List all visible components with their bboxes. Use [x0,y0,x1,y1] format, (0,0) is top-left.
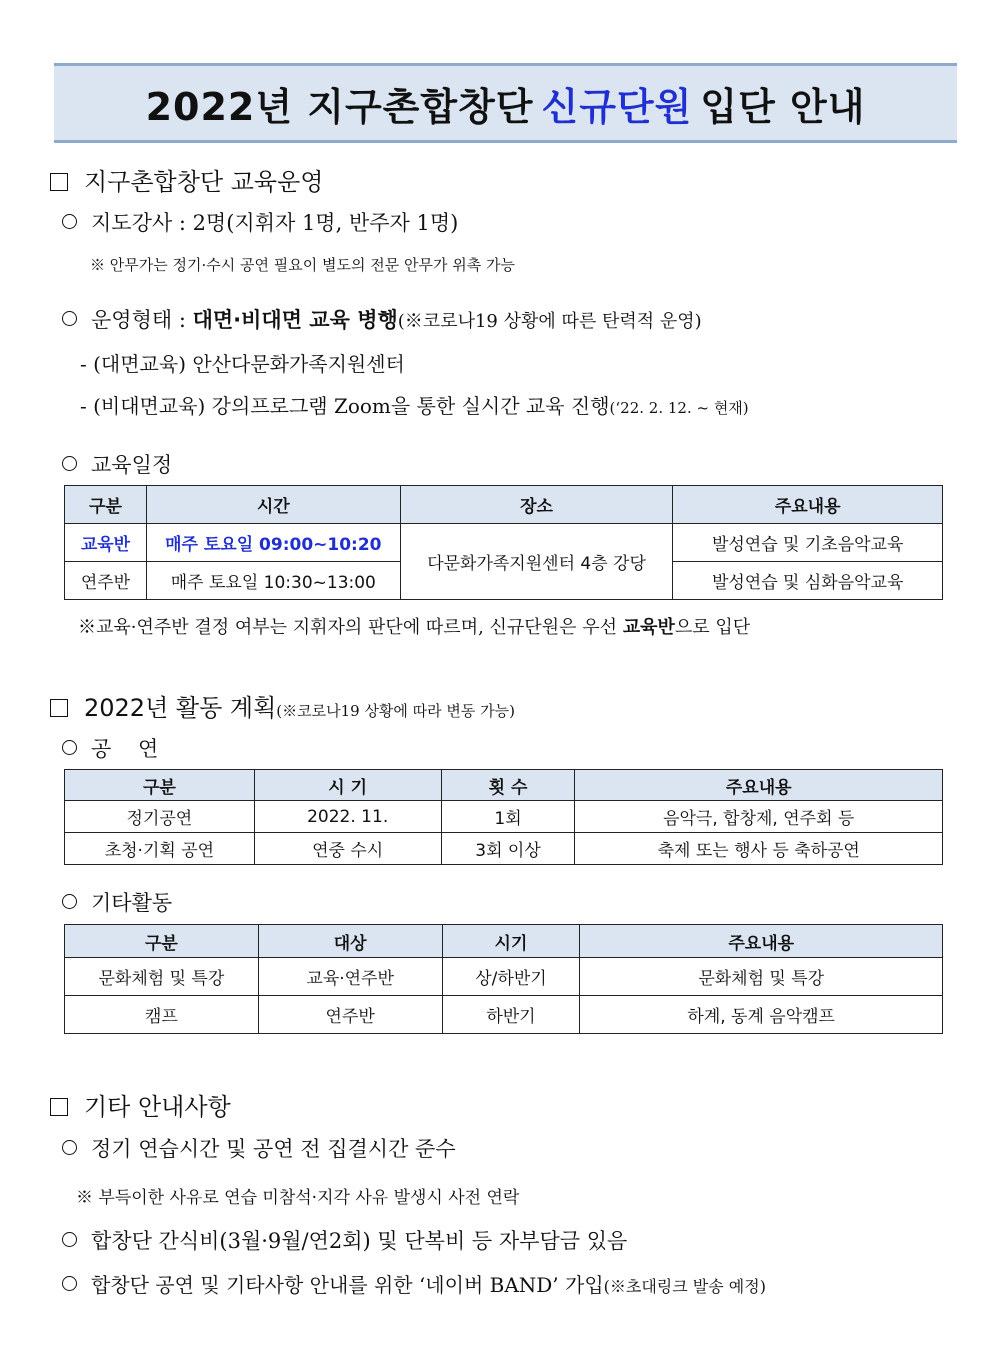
table-cell: 문화체험 및 특강 [65,958,259,996]
mode-dash-2: - (비대면교육) 강의프로그램 Zoom을 통한 실시간 교육 진행(‘22. 2. 12. ~ 현재) [80,394,749,418]
table-header: 시기 [442,925,580,958]
table-cell: 교육반 [65,524,147,562]
mode-bold: 대면·비대면 교육 병행 [192,308,398,332]
table-cell: 1회 [441,801,575,833]
table-cell: 캠프 [65,996,259,1034]
section-heading-education: 지구촌합창단 교육운영 [50,162,323,197]
square-bullet-icon [50,1098,68,1116]
title-pre: 2022년 지구촌합창단 [145,84,534,129]
table-cell: 매주 토요일 10:30~13:00 [146,562,400,600]
table-header: 주요내용 [580,925,943,958]
circle-bullet-icon [62,456,77,471]
page-title [54,63,957,143]
table-cell: 축제 또는 행사 등 축하공연 [575,833,943,865]
table-cell: 상/하반기 [442,958,580,996]
circle-bullet-icon [62,1140,77,1155]
table-cell: 2022. 11. [254,801,441,833]
schedule-label: 교육일정 [62,449,172,479]
instructors-item: 지도강사 : 2명(지휘자 1명, 반주자 1명) [62,207,458,237]
square-bullet-icon [50,173,68,191]
table-header: 주요내용 [575,770,943,801]
table-cell: 문화체험 및 특강 [580,958,943,996]
section-heading-plan: 2022년 활동 계획(※코로나19 상황에 따라 변동 가능) [50,688,515,723]
other-activities-table [64,924,943,1034]
circle-bullet-icon [62,214,77,229]
table-header: 대상 [258,925,442,958]
misc-item-3: 합창단 공연 및 기타사항 안내를 위한 ‘네이버 BAND’ 가입(※초대링크 발송 예정) [62,1269,766,1298]
table-cell: 발성연습 및 심화음악교육 [673,562,943,600]
title-post: 입단 안내 [700,84,866,129]
mode-note: (※코로나19 상황에 따른 탄력적 운영) [397,311,702,332]
table-header: 구분 [65,486,147,524]
table-cell: 음악극, 합창제, 연주회 등 [575,801,943,833]
schedule-note: ※교육·연주반 결정 여부는 지휘자의 판단에 따르며, 신규단원은 우선 교육반으로 입단 [78,617,751,638]
misc-item-1: 정기 연습시간 및 공연 전 집결시간 준수 [62,1133,456,1163]
performance-table [64,769,943,865]
table-cell: 교육·연주반 [258,958,442,996]
mode-dash-1: - (대면교육) 안산다문화가족지원센터 [80,352,405,376]
table-header: 횟 수 [441,770,575,801]
circle-bullet-icon [62,740,77,755]
table-header: 구분 [65,770,255,801]
other-label: 기타활동 [62,887,172,917]
table-cell: 3회 이상 [441,833,575,865]
perf-label: 공 연 [62,733,158,763]
table-row [65,801,943,833]
title-accent: 신규단원 [541,84,693,129]
table-row [65,958,943,996]
table-cell: 하반기 [442,996,580,1034]
instructors-note: ※ 안무가는 정기·수시 공연 필요이 별도의 전문 안무가 위촉 가능 [90,256,515,274]
misc-item-2: 합창단 간식비(3월·9월/연2회) 및 단복비 등 자부담금 있음 [62,1225,627,1255]
mode-item: 운영형태 : 대면·비대면 교육 병행(※코로나19 상황에 따른 탄력적 운영) [62,304,702,334]
table-row [65,833,943,865]
circle-bullet-icon [62,311,77,326]
schedule-table [64,485,943,600]
table-header: 주요내용 [673,486,943,524]
table-row [65,524,943,562]
table-cell: 매주 토요일 09:00~10:20 [146,524,400,562]
square-bullet-icon [50,699,68,717]
table-cell: 정기공연 [65,801,255,833]
table-cell: 초청·기획 공연 [65,833,255,865]
table-header-row [65,925,943,958]
table-cell: 연중 수시 [254,833,441,865]
circle-bullet-icon [62,894,77,909]
section-heading-misc: 기타 안내사항 [50,1087,231,1122]
table-cell: 하계, 동계 음악캠프 [580,996,943,1034]
circle-bullet-icon [62,1232,77,1247]
table-cell: 연주반 [65,562,147,600]
table-header: 장소 [400,486,673,524]
table-header-row [65,486,943,524]
table-cell: 발성연습 및 기초음악교육 [673,524,943,562]
table-header: 시간 [146,486,400,524]
table-header-row [65,770,943,801]
table-header: 시 기 [254,770,441,801]
table-cell: 연주반 [258,996,442,1034]
table-header: 구분 [65,925,259,958]
circle-bullet-icon [62,1276,77,1291]
table-row [65,996,943,1034]
table-cell-place: 다문화가족지원센터 4층 강당 [400,524,673,600]
misc-item-1-note: ※ 부득이한 사유로 연습 미참석·지각 사유 발생시 사전 연락 [76,1188,520,1208]
